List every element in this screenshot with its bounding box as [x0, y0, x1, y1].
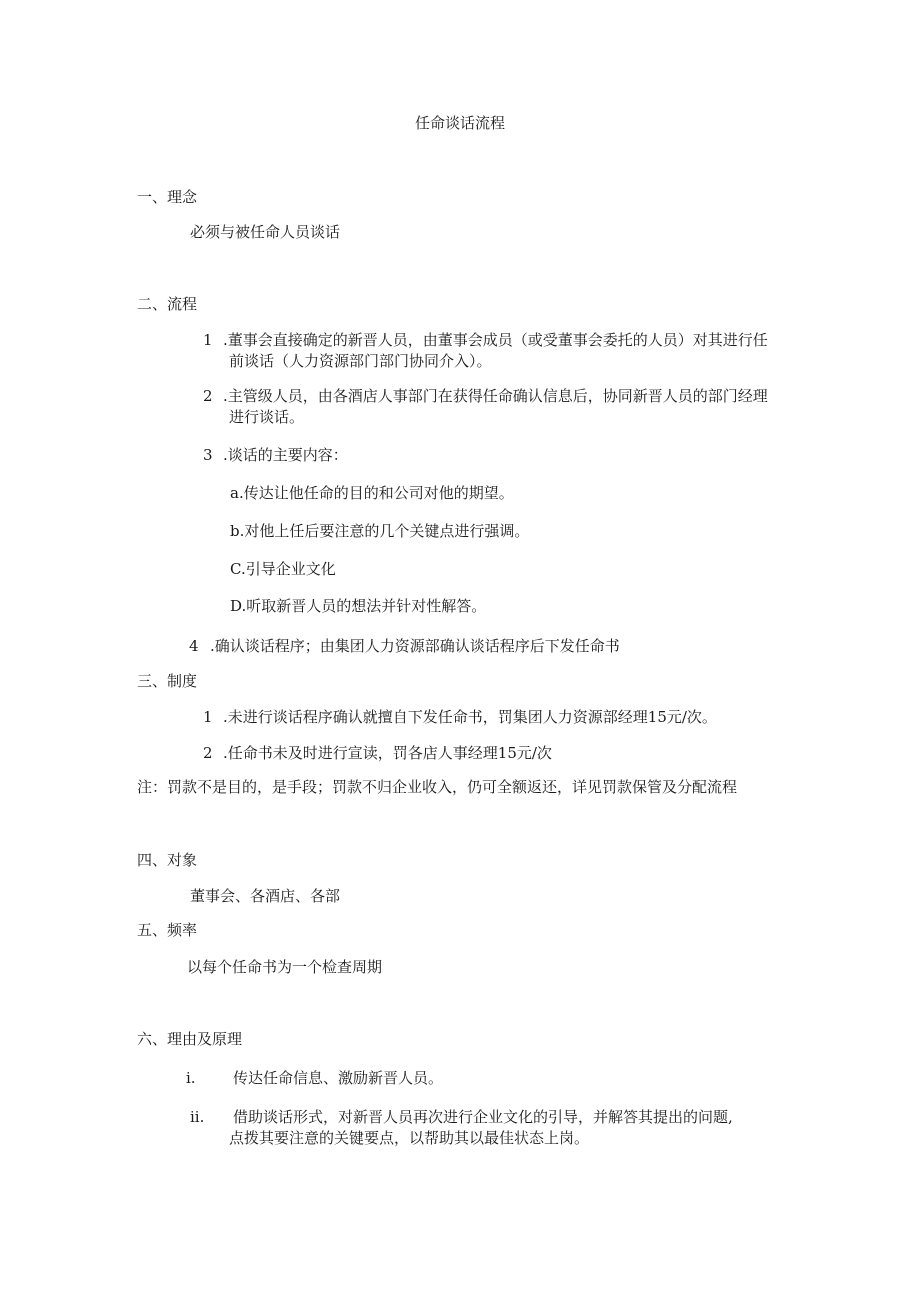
content-sub-item: b.对他上任后要注意的几个关键点进行强调。	[230, 522, 530, 540]
rationale-item-number: i.	[186, 1069, 196, 1087]
content-sub-item: C.引导企业文化	[230, 560, 336, 578]
process-item-text: .确认谈话程序；由集团人力资源部确认谈话程序后下发任命书	[210, 637, 620, 655]
process-item-text-cont: 前谈话（人力资源部门部门协同介入）。	[229, 352, 492, 370]
rationale-item-text: 传达任命信息、激励新晋人员。	[233, 1069, 444, 1087]
rule-item-number: 1	[203, 708, 213, 726]
process-item-text: .主管级人员，由各酒店人事部门在获得任命确认信息后，协同新晋人员的部门经理	[223, 387, 768, 405]
rationale-item-text-cont: 点拨其要注意的关键要点，以帮助其以最佳状态上岗。	[229, 1129, 590, 1147]
page-title: 任命谈话流程	[414, 114, 505, 132]
process-item-number: 4	[189, 637, 199, 655]
section-heading-rationale: 六、理由及原理	[137, 1030, 243, 1048]
section-body-frequency: 以每个任命书为一个检查周期	[187, 958, 383, 976]
process-item-text-cont: 进行谈话。	[229, 408, 305, 426]
rationale-item-number: ii.	[190, 1108, 205, 1126]
content-sub-item: D.听取新晋人员的想法并针对性解答。	[230, 597, 487, 615]
process-item-number: 3	[203, 446, 213, 464]
section-body-philosophy: 必须与被任命人员谈话	[190, 223, 341, 241]
process-item-text: .董事会直接确定的新晋人员，由董事会成员（或受董事会委托的人员）对其进行任	[223, 331, 768, 349]
rationale-item-text: 借助谈话形式，对新晋人员再次进行企业文化的引导，并解答其提出的问题,	[233, 1108, 733, 1126]
section-heading-target: 四、对象	[137, 851, 198, 869]
section-heading-philosophy: 一、理念	[137, 188, 198, 206]
rule-item-text: .未进行谈话程序确认就擅自下发任命书，罚集团人力资源部经理15元/次。	[223, 708, 717, 726]
section-heading-process: 二、流程	[137, 295, 198, 313]
rule-item-number: 2	[203, 744, 213, 762]
section-heading-rules: 三、制度	[137, 672, 198, 690]
process-item-number: 1	[203, 331, 213, 349]
content-sub-item: a.传达让他任命的目的和公司对他的期望。	[230, 484, 514, 502]
process-item-text: .谈话的主要内容：	[223, 446, 348, 464]
process-item-number: 2	[203, 387, 213, 405]
section-body-target: 董事会、各酒店、各部	[190, 887, 341, 905]
section-heading-frequency: 五、频率	[137, 921, 198, 939]
rules-note: 注：罚款不是目的，是手段；罚款不归企业收入，仍可全额返还，详见罚款保管及分配流程	[137, 778, 738, 796]
rule-item-text: .任命书未及时进行宣读，罚各店人事经理15元/次	[223, 744, 552, 762]
